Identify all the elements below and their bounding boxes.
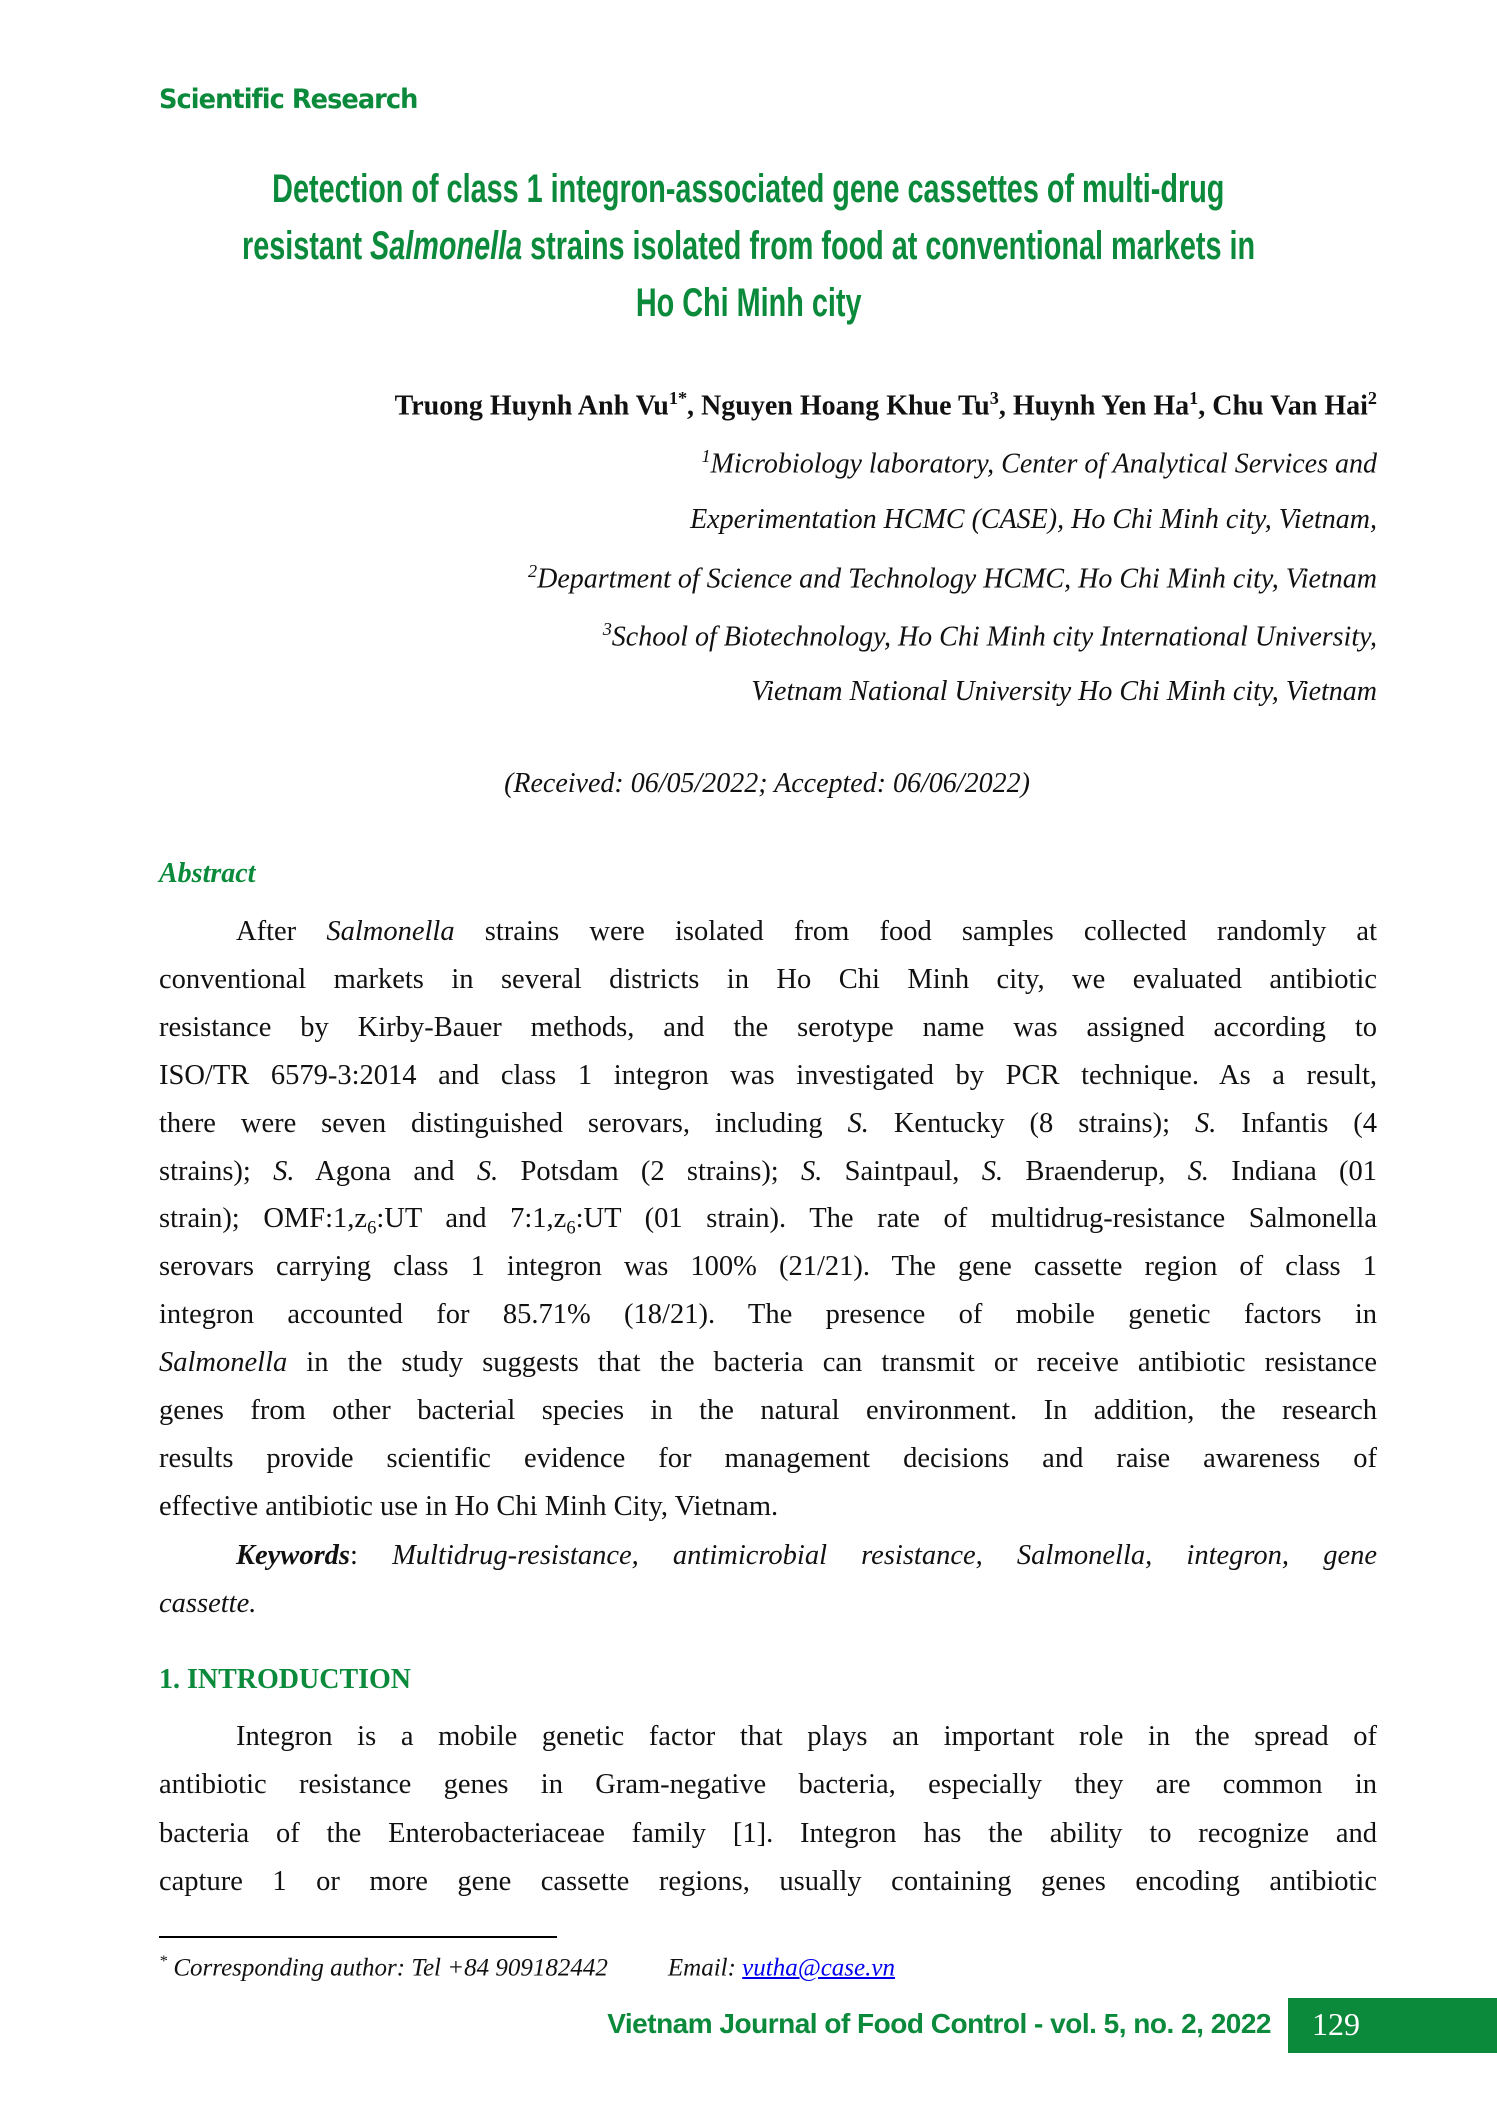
text-segment: 1 [1189,388,1199,408]
footnote-rule [159,1936,557,1938]
text-segment: 2 [1367,388,1377,408]
text-segment: Detection of class 1 integron-associated gene cassettes of multi-drug [272,167,1225,211]
text-segment: : [350,1540,393,1571]
text-segment: 3 [989,388,999,408]
affiliation-line [751,676,1377,708]
footnote [159,1952,895,1982]
section-tag: Scientific Research [159,84,418,115]
text-segment: Salmonella [326,916,455,947]
title-line [0,165,1497,213]
text-segment: 2 [528,561,538,581]
text-segment: Keywords [236,1540,350,1571]
text-segment: 1* [668,388,688,408]
text-segment: Potsdam (2 strains); [498,1155,801,1187]
abstract-heading: Abstract [159,858,256,889]
text-segment: Truong Huynh Anh Vu [394,390,669,422]
text-segment: Integron is a mobile genetic factor that plays an important role in the spread of [236,1721,1377,1752]
text-segment: 1 [701,446,711,466]
affiliation-line [690,504,1377,536]
introduction-heading: 1. INTRODUCTION [159,1664,412,1695]
text-segment: strains isolated from food at conventional markets in [522,224,1256,268]
text-segment: strains); [159,1155,274,1187]
text-segment: cassette. [159,1587,257,1619]
text-segment: bacteria of the Enterobacteriaceae family [1]. Integron has the ability to recognize and [159,1817,1377,1849]
text-segment: Kentucky (8 strains); [868,1107,1195,1139]
text-segment: :UT (01 strain). The rate of multidrug-resistance Salmonella [575,1203,1377,1235]
text-segment: Saintpaul, [822,1155,982,1187]
keywords-line [159,1580,1377,1628]
abstract-line [159,1052,1377,1100]
text-segment: Experimentation HCMC (CASE), Ho Chi Minh city, Vietnam, [690,503,1377,535]
text-segment: serovars carrying class 1 integron was 100% (21/21). The gene cassette region of class 1 [159,1251,1377,1283]
text-segment: resistant [241,224,371,268]
text-segment: strains were isolated from food samples collected randomly at [454,916,1377,947]
text-segment: , Nguyen Hoang Khue Tu [687,390,990,422]
text-segment: S. [1187,1155,1210,1187]
text-segment: resistance by Kirby-Bauer methods, and the serotype name was assigned according to [159,1011,1377,1043]
introduction-line [159,1761,1377,1809]
text-segment: antibiotic resistance genes in Gram-negative bacteria, especially they are common in [159,1769,1377,1801]
text-segment: strain); OMF:1,z [159,1203,368,1235]
text-segment: capture 1 or more gene cassette regions, usually containing genes encoding antibiotic [159,1865,1377,1897]
abstract-line [159,1148,1377,1196]
journal-name: Vietnam Journal of Food Control - vol. 5, no. 2, 2022 [607,2008,1271,2039]
text-segment: , Huynh Yen Ha [998,390,1190,422]
text-segment: 3 [602,618,612,639]
abstract-line [159,1291,1377,1339]
text-segment: Department of Science and Technology HCMC, Ho Chi Minh city, Vietnam [537,563,1377,595]
abstract-line [159,1004,1377,1052]
abstract-line [159,1435,1377,1483]
text-segment: S. [847,1107,869,1139]
text-segment: Ho Chi Minh city [635,281,862,325]
text-segment: genes from other bacterial species in the natural environment. In addition, the research [159,1395,1377,1426]
text-segment: Infantis (4 [1216,1107,1377,1139]
text-segment: S. [801,1155,823,1187]
authors [395,388,1377,422]
introduction-line [159,1858,1377,1906]
title-line [0,222,1497,270]
text-segment: After [236,916,327,947]
received-dates: (Received: 06/05/2022; Accepted: 06/06/2022) [504,768,1030,799]
abstract-line [236,908,1377,956]
text-segment: , Chu Van Hai [1198,390,1368,422]
text-segment: S. [476,1155,499,1187]
abstract-line [159,1195,1377,1243]
text-segment: ISO/TR 6579-3:2014 and class 1 integron was investigated by PCR technique. As a result, [159,1059,1377,1091]
text-segment: :UT and 7:1,z [376,1203,567,1235]
email-link[interactable]: vutha@case.vn [742,1954,895,1982]
abstract-line [159,1339,1377,1387]
text-segment: S. [981,1155,1004,1187]
text-segment: 6 [367,1218,377,1240]
page-number: 129 [1312,2006,1360,2042]
abstract-line [159,1483,1377,1531]
text-segment: Indiana (01 [1209,1155,1378,1187]
abstract-line [159,956,1377,1004]
page-number-box [1288,1998,1497,2053]
text-segment: Salmonella [370,224,523,268]
text-segment: effective antibiotic use in Ho Chi Minh City, Vietnam. [159,1490,779,1522]
text-segment: Agona and [294,1155,477,1187]
text-segment: S. [1194,1107,1217,1139]
title-line [0,279,1497,327]
affiliation-line [528,561,1377,595]
text-segment: results provide scientific evidence for management decisions and raise awareness of [159,1442,1377,1474]
text-segment: 6 [566,1218,576,1240]
abstract-line [159,1243,1377,1291]
text-segment: Multidrug-resistance, antimicrobial resistance, Salmonella, integron, gene [392,1540,1377,1571]
footnote-text: Corresponding author: Tel +84 909182442 [167,1954,608,1982]
text-segment: Vietnam National University Ho Chi Minh city, Vietnam [751,676,1377,707]
abstract-line [159,1100,1377,1148]
affiliation-line [603,619,1377,653]
introduction-line [159,1810,1377,1858]
text-segment: School of Biotechnology, Ho Chi Minh city International University, [611,620,1377,652]
affiliation-line [701,446,1377,480]
keywords-line [236,1532,1377,1580]
text-segment: Salmonella [159,1347,288,1379]
footnote-marker: * [159,1952,168,1970]
text-segment: conventional markets in several districts in Ho Chi Minh city, we evaluated antibiotic [159,963,1377,995]
text-segment: integron accounted for 85.71% (18/21). The presence of mobile genetic factors in [159,1299,1377,1331]
text-segment: in the study suggests that the bacteria can transmit or receive antibiotic resistance [287,1347,1377,1379]
text-segment: there were seven distinguished serovars, including [159,1107,848,1139]
email-label: Email: [667,1954,743,1982]
text-segment: Braenderup, [1003,1155,1188,1187]
text-segment: S. [273,1155,295,1187]
abstract-line [159,1387,1377,1435]
text-segment: Microbiology laboratory, Center of Analytical Services and [710,448,1377,480]
introduction-line [236,1713,1377,1761]
